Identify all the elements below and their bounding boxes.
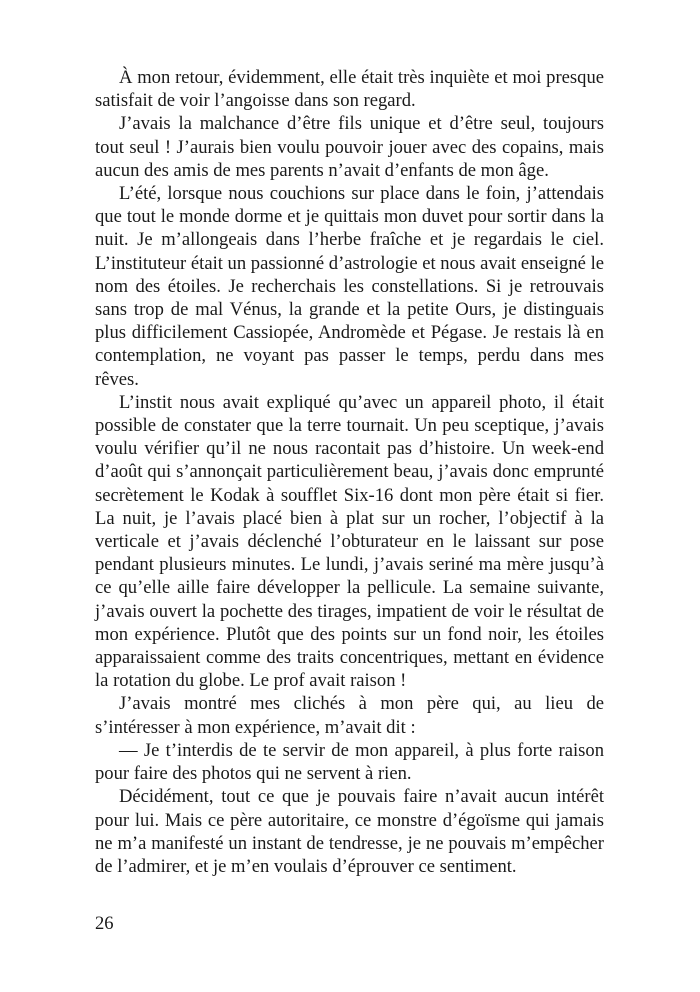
paragraph-1: À mon retour, évidemment, elle était très inquiète et moi presque satisfait de voir l’angoisse dans son regard. xyxy=(95,67,604,112)
paragraph-3: L’été, lorsque nous couchions sur place dans le foin, j’attendais que tout le monde dorme et je quittais mon duvet pour sortir dans la nuit. Je m’allongeais dans l’herbe fraîche et je regardais le ciel. L’instituteur était un passionné d’astrologie et nous avait enseigné le nom des étoiles. Je recherchais les constellations. Si je retrouvais sans trop de mal Vénus, la grande et la petite Ours, je distinguais plus difficilement Cassiopée, Andromède et Pégase. Je restais là en contemplation, ne voyant pas passer le temps, perdu dans mes rêves. xyxy=(95,183,604,390)
paragraph-6-dialogue: — Je t’interdis de te servir de mon appareil, à plus forte raison pour faire des photos qui ne servent à rien. xyxy=(95,739,604,785)
paragraph-4: L’instit nous avait expliqué qu’avec un appareil photo, il était possible de constater que la terre tournait. Un peu sceptique, j’avais voulu vérifier qu’il ne nous racontait pas d’histoire. Un week-end d’août qui s’annonçait particulièrement beau, j’avais donc emprunté secrètement le Kodak à soufflet Six-16 dont mon père était si fier. La nuit, je l’avais placé bien à plat sur un rocher, l’objectif à la verticale et j’avais déclenché l’obturateur en le laissant sur pose pendant plusieurs minutes. Le lundi, j’avais seriné ma mère jusqu’à ce qu’elle aille faire développer la pellicule. La semaine suivante, j’avais ouvert la pochette des tirages, impatient de voir le résultat de mon expérience. Plutôt que des points sur un fond noir, les étoiles apparaissaient comme des traits concentriques, mettant en évidence la rotation du globe. Le prof avait raison ! xyxy=(95,391,604,692)
page-number: 26 xyxy=(95,913,114,934)
body-text xyxy=(95,66,604,878)
paragraph-5: J’avais montré mes clichés à mon père qui, au lieu de s’intéresser à mon expérience, m’avait dit : xyxy=(95,693,604,738)
paragraph-7: Décidément, tout ce que je pouvais faire n’avait aucun intérêt pour lui. Mais ce père autoritaire, ce monstre d’égoïsme qui jamais ne m’a manifesté un instant de tendresse, je ne pouvais m’empêcher de l’admirer, et je m’en voulais d’éprouver ce sentiment. xyxy=(95,786,604,877)
paragraph-2: J’avais la malchance d’être fils unique et d’être seul, toujours tout seul ! J’aurais bien voulu pouvoir jouer avec des copains, mais aucun des amis de mes parents n’avait d’enfants de mon âge. xyxy=(95,113,604,181)
